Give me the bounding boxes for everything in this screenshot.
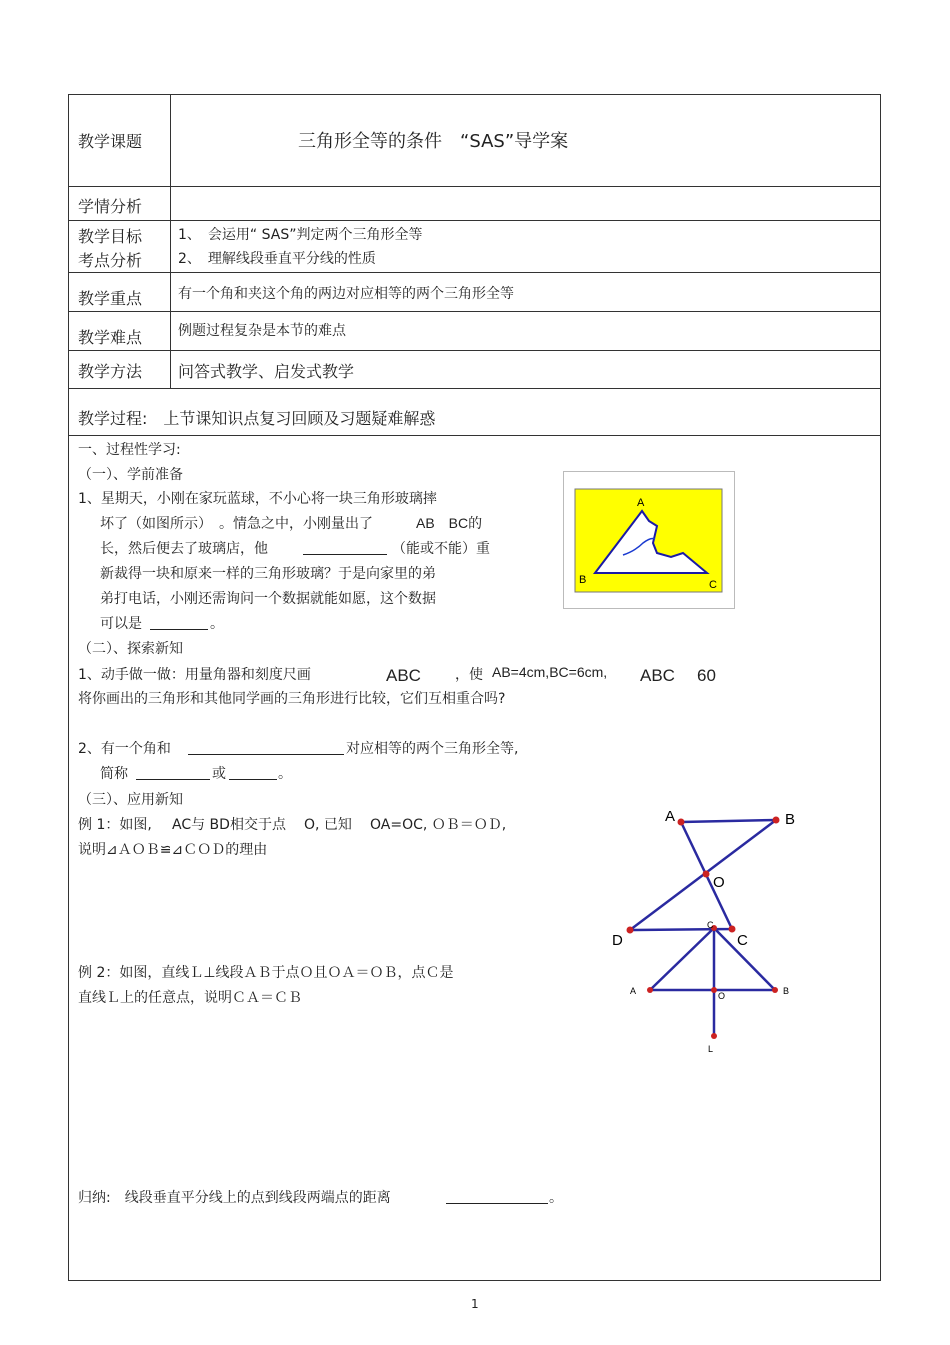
q1-line1: 1、星期天，小刚在家玩蓝球，不小心将一块三角形玻璃摔 — [78, 491, 437, 507]
ex1-line1d: OA=OC, ＯＢ＝ＯＤ, — [370, 817, 507, 833]
q2-line2: 将你画出的三角形和其他同学画的三角形进行比较，它们互相重合吗? — [78, 691, 506, 707]
glass-label-c: C — [709, 579, 717, 591]
page-title: 三角形全等的条件 “SAS”导学案 — [298, 131, 569, 152]
point-b — [773, 817, 780, 824]
glass-label-a: A — [637, 497, 645, 509]
q1-line2b: AB BC的 — [416, 515, 483, 531]
q2-angle-60: 60 — [697, 666, 716, 685]
fig2-label-a: A — [630, 986, 637, 996]
q1-line2a: 坏了（如图所示） 。情急之中，小刚量出了 — [100, 516, 373, 532]
ex2-line1: 例 2：如图，直线Ｌ⊥线段ＡＢ于点Ｏ且ＯＡ＝ＯＢ，点Ｃ是 — [78, 965, 454, 981]
point-a2 — [647, 987, 653, 993]
fig2-label-b: B — [783, 986, 790, 996]
ex1-line2: 说明⊿ＡＯＢ≌⊿ＣＯＤ的理由 — [78, 842, 268, 858]
summary-end: 。 — [549, 1190, 563, 1206]
q2-abc-1: ABC — [386, 666, 421, 685]
row-divider-3 — [68, 272, 881, 273]
method: 问答式教学、启发式教学 — [178, 362, 355, 381]
table-border-top — [68, 94, 881, 95]
ex2-line2: 直线Ｌ上的任意点，说明ＣＡ＝ＣＢ — [78, 990, 302, 1006]
q2-line1a: 1、动手做一做：用量角器和刻度尺画 — [78, 667, 311, 683]
page-number: 1 — [471, 1297, 479, 1311]
subsection-apply: （三）、应用新知 — [78, 792, 183, 808]
ex1-line1a: 例 1：如图, — [78, 817, 152, 833]
section-heading: 一、过程性学习: — [78, 442, 181, 458]
q1-line4: 新裁得一块和原来一样的三角形玻璃？于是向家里的弟 — [100, 566, 436, 582]
fig2-label-l: L — [708, 1044, 714, 1054]
q3-line2b: 或 — [212, 766, 226, 782]
broken-glass-figure — [563, 471, 735, 609]
q3-line2a: 简称 — [100, 766, 128, 782]
glass-label-b: B — [579, 574, 587, 586]
fig1-label-c: C — [737, 932, 748, 949]
goal-1: 1、 会运用“ SAS”判定两个三角形全等 — [178, 227, 423, 243]
q2-line1c: AB=4cm,BC=6cm, — [492, 664, 608, 680]
point-b2 — [772, 987, 778, 993]
row-label-difficulty: 教学难点 — [78, 328, 143, 347]
point-o — [703, 871, 710, 878]
row-divider-1 — [68, 186, 881, 187]
q3-line1a: 2、有一个角和 — [78, 741, 171, 757]
row-label-key: 教学重点 — [78, 289, 143, 308]
row-divider-5 — [68, 350, 881, 351]
q1-blank-2[interactable] — [150, 615, 208, 630]
table-column-divider — [170, 94, 171, 388]
row-divider-6 — [68, 388, 881, 389]
row-label-topic: 教学课题 — [78, 132, 143, 151]
row-divider-7 — [68, 435, 881, 436]
row-label-exam: 考点分析 — [78, 251, 143, 270]
point-a — [678, 819, 685, 826]
fig1-label-a: A — [665, 808, 676, 825]
q1-line6a: 可以是 — [100, 616, 142, 632]
q2-abc-2: ABC — [640, 666, 675, 685]
q3-blank-2[interactable] — [136, 765, 210, 780]
q3-blank-1[interactable] — [188, 740, 344, 755]
row-divider-4 — [68, 311, 881, 312]
fig1-label-o: O — [713, 874, 725, 891]
table-border-bottom — [68, 1280, 881, 1281]
row-label-goal: 教学目标 — [78, 227, 143, 246]
ex1-line1c: O, 已知 — [304, 817, 352, 833]
q3-line1b: 对应相等的两个三角形全等, — [346, 741, 519, 757]
subsection-explore: （二）、探索新知 — [78, 641, 183, 657]
key-point: 有一个角和夹这个角的两边对应相等的两个三角形全等 — [178, 286, 514, 302]
q3-blank-3[interactable] — [229, 765, 277, 780]
q1-blank-1[interactable] — [303, 540, 387, 555]
row-label-analysis: 学情分析 — [78, 197, 143, 216]
subsection-prep: （一）、学前准备 — [78, 467, 183, 483]
q1-line3b: （能或不能）重 — [392, 541, 490, 557]
point-l — [711, 1033, 717, 1039]
summary-text: 归纳: 线段垂直平分线上的点到线段两端点的距离 — [78, 1190, 391, 1206]
row-divider-2 — [68, 220, 881, 221]
point-o2 — [711, 987, 717, 993]
fig1-label-b: B — [785, 811, 796, 828]
summary-blank[interactable] — [446, 1189, 548, 1204]
q1-line3a: 长，然后便去了玻璃店，他 — [100, 541, 268, 557]
fig1-label-d: D — [612, 932, 623, 949]
triangle-cab — [650, 928, 775, 990]
process-heading: 教学过程: 上节课知识点复习回顾及习题疑难解惑 — [78, 409, 436, 428]
difficulty: 例题过程复杂是本节的难点 — [178, 323, 346, 339]
q3-line2c: 。 — [278, 766, 292, 782]
q2-line1b: ，使 — [455, 667, 483, 683]
ex1-line1b: AC与 BD相交于点 — [172, 817, 286, 833]
fig2-label-o: O — [718, 991, 726, 1001]
row-label-method: 教学方法 — [78, 362, 143, 381]
fig2-label-c: C — [707, 920, 714, 930]
q1-line5: 弟打电话，小刚还需询问一个数据就能如愿，这个数据 — [100, 591, 436, 607]
q1-line6b: 。 — [210, 616, 224, 632]
perpendicular-bisector-figure — [625, 918, 800, 1060]
goal-2: 2、 理解线段垂直平分线的性质 — [178, 251, 376, 267]
